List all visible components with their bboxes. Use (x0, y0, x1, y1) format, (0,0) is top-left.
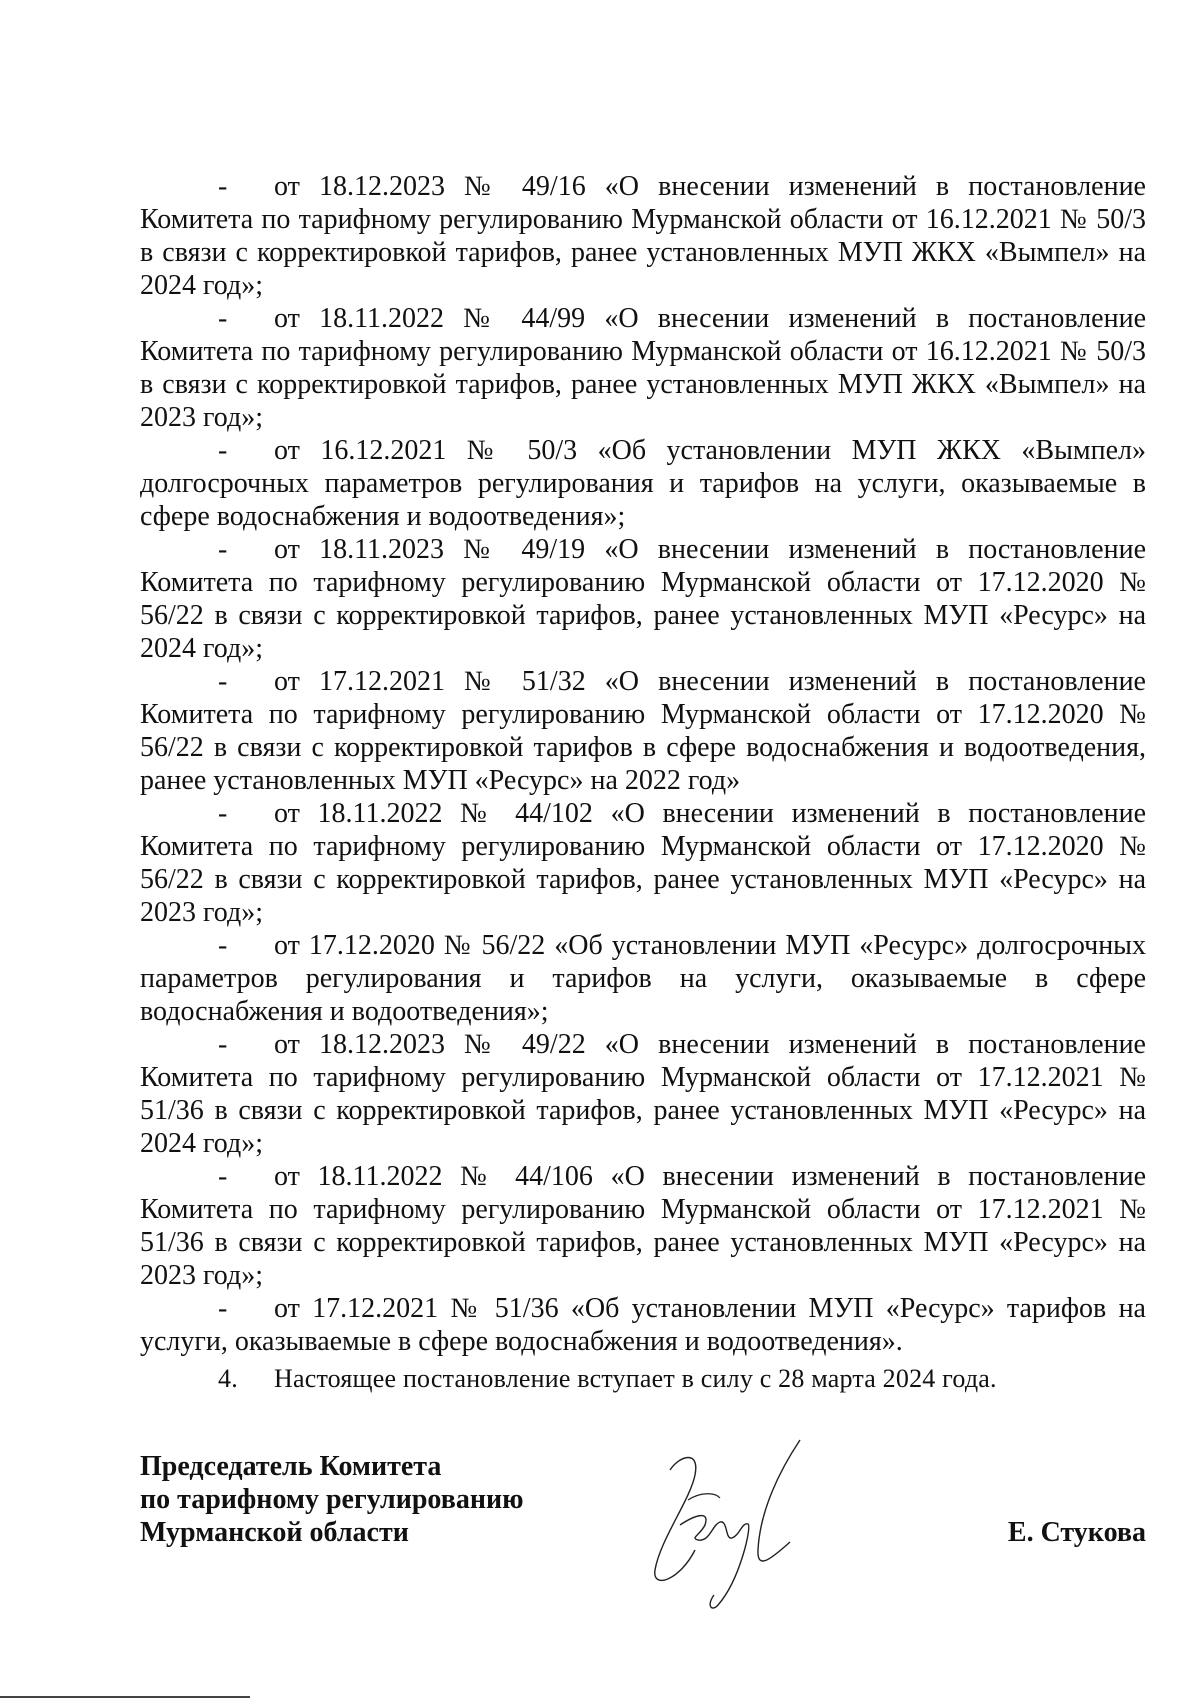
list-dash: - (218, 303, 228, 334)
list-item-text: от 18.11.2022 № 44/99 «О внесении изменений в постановление Комитета по тарифному регулированию Мурманской области от 16.12.2021 № 50/3 в связи с корректировкой тарифов, ранее установленных МУП ЖКХ «Вымпел» на 2023 год»; (140, 303, 1146, 433)
list-dash: - (218, 171, 228, 202)
list-item-text: от 18.11.2022 № 44/106 «О внесении изменений в постановление Комитета по тарифному регулированию Мурманской области от 17.12.2021 № 51/36 в связи с корректировкой тарифов, ранее установленных МУП «Ресурс» на 2023 год»; (140, 1161, 1146, 1291)
list-dash: - (218, 534, 228, 565)
list-item (140, 1160, 1146, 1292)
list-item (140, 170, 1146, 302)
list-item (140, 302, 1146, 434)
list-item-text: от 18.12.2023 № 49/16 «О внесении изменений в постановление Комитета по тарифному регулированию Мурманской области от 16.12.2021 № 50/3 в связи с корректировкой тарифов, ранее установленных МУП ЖКХ «Вымпел» на 2024 год»; (140, 171, 1146, 301)
list-item-text: от 18.11.2022 № 44/102 «О внесении изменений в постановление Комитета по тарифному регулированию Мурманской области от 17.12.2020 № 56/22 в связи с корректировкой тарифов, ранее установленных МУП «Ресурс» на 2023 год»; (140, 798, 1146, 928)
list-dash: - (218, 1029, 228, 1060)
list-dash: - (218, 666, 228, 697)
list-item-text: от 17.12.2021 № 51/32 «О внесении изменений в постановление Комитета по тарифному регулированию Мурманской области от 17.12.2020 № 56/22 в связи с корректировкой тарифов в сфере водоснабжения и водоотведения, ранее установленных МУП «Ресурс» на 2022 год» (140, 666, 1146, 796)
list-item-text: от 18.11.2023 № 49/19 «О внесении изменений в постановление Комитета по тарифному регулированию Мурманской области от 17.12.2020 № 56/22 в связи с корректировкой тарифов, ранее установленных МУП «Ресурс» на 2024 год»; (140, 534, 1146, 664)
signatory-title-line: Председатель Комитета (140, 1451, 442, 1482)
list-item-text: от 18.12.2023 № 49/22 «О внесении изменений в постановление Комитета по тарифному регулированию Мурманской области от 17.12.2021 № 51/36 в связи с корректировкой тарифов, ранее установленных МУП «Ресурс» на 2024 год»; (140, 1029, 1146, 1159)
list-item (140, 665, 1146, 797)
list-item (140, 1292, 1146, 1358)
list-dash: - (218, 1293, 228, 1324)
paragraph-effective-date (140, 1362, 1146, 1395)
signature-block (140, 1450, 1146, 1650)
list-item (140, 533, 1146, 665)
paragraph-number: 4. (218, 1364, 238, 1393)
list-item-text: от 16.12.2021 № 50/3 «Об установлении МУП ЖКХ «Вымпел» долгосрочных параметров регулирования и тарифов на услуги, оказываемые в сфере водоснабжения и водоотведения»; (140, 435, 1146, 532)
list-dash: - (218, 798, 228, 829)
page-bottom-rule (0, 1696, 250, 1698)
list-item (140, 797, 1146, 929)
document-body (140, 170, 1146, 1395)
list-item (140, 1028, 1146, 1160)
paragraph-text: Настоящее постановление вступает в силу с 28 марта 2024 года. (274, 1364, 997, 1393)
list-dash: - (218, 930, 228, 961)
list-item-text: от 17.12.2020 № 56/22 «Об установлении МУП «Ресурс» долгосрочных параметров регулирования и тарифов на услуги, оказываемые в сфере водоснабжения и водоотведения»; (140, 930, 1146, 1027)
signatory-title-line: Мурманской области (140, 1517, 409, 1548)
signatory-name: Е. Стукова (1007, 1517, 1146, 1548)
list-dash: - (218, 1161, 228, 1192)
list-item (140, 929, 1146, 1028)
handwritten-signature (640, 1430, 840, 1630)
list-item (140, 434, 1146, 533)
signatory-title-line: по тарифному регулированию (140, 1484, 524, 1515)
list-dash: - (218, 435, 228, 466)
signatory-title (140, 1450, 524, 1549)
list-item-text: от 17.12.2021 № 51/36 «Об установлении МУП «Ресурс» тарифов на услуги, оказываемые в сфере водоснабжения и водоотведения». (140, 1293, 1146, 1357)
